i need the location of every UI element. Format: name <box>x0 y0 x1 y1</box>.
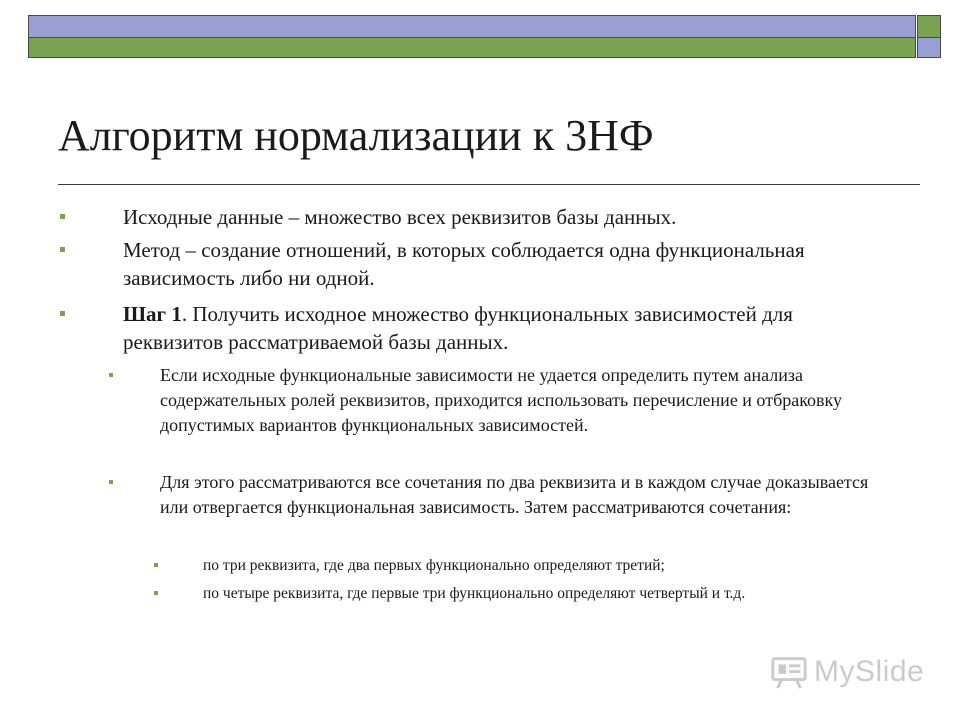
bullet-item <box>123 203 853 231</box>
sub-sub-bullet-item <box>203 554 908 577</box>
square-bullet-icon <box>60 311 65 316</box>
watermark <box>770 652 924 692</box>
square-bullet-icon <box>109 373 113 377</box>
square-bullet-icon <box>154 591 158 595</box>
square-bullet-icon <box>60 247 65 252</box>
bullet-text: . Получить исходное множество функциональных зависимостей для реквизитов рассматриваемой базы данных. <box>123 302 793 354</box>
slideshow-icon <box>770 653 808 691</box>
bullet-text: по три реквизита, где два первых функционально определяют третий; <box>203 557 665 574</box>
sub-bullet-item <box>160 363 880 438</box>
bullet-text: Если исходные функциональные зависимости не удается определить путем анализа содержательных ролей реквизитов, приходится использовать перечисление и отбраковку допустимых вариантов функциональных зависимостей. <box>160 365 843 435</box>
square-bullet-icon <box>60 214 65 219</box>
bullet-text: по четыре реквизита, где первые три функционально определяют четвертый и т.д. <box>203 585 746 602</box>
bullet-text: Метод – создание отношений, в которых соблюдается одна функциональная зависимость либо ни одной. <box>123 238 805 290</box>
bullet-item <box>123 236 853 292</box>
watermark-text: MySlide <box>814 655 925 688</box>
slide-title: Алгоритм нормализации к 3НФ <box>58 111 654 160</box>
bullet-text: Исходные данные – множество всех реквизитов базы данных. <box>123 205 677 229</box>
sub-bullet-item <box>160 470 880 520</box>
bullet-text: Для этого рассматриваются все сочетания по два реквизита и в каждом случае доказывается или отвергается функциональная зависимость. Затем рассматриваются сочетания: <box>160 472 869 517</box>
bullet-item <box>123 300 853 356</box>
square-bullet-icon <box>154 563 158 567</box>
step-label: Шаг 1 <box>123 302 182 326</box>
square-bullet-icon <box>109 480 113 484</box>
sub-sub-bullet-item <box>203 582 908 605</box>
